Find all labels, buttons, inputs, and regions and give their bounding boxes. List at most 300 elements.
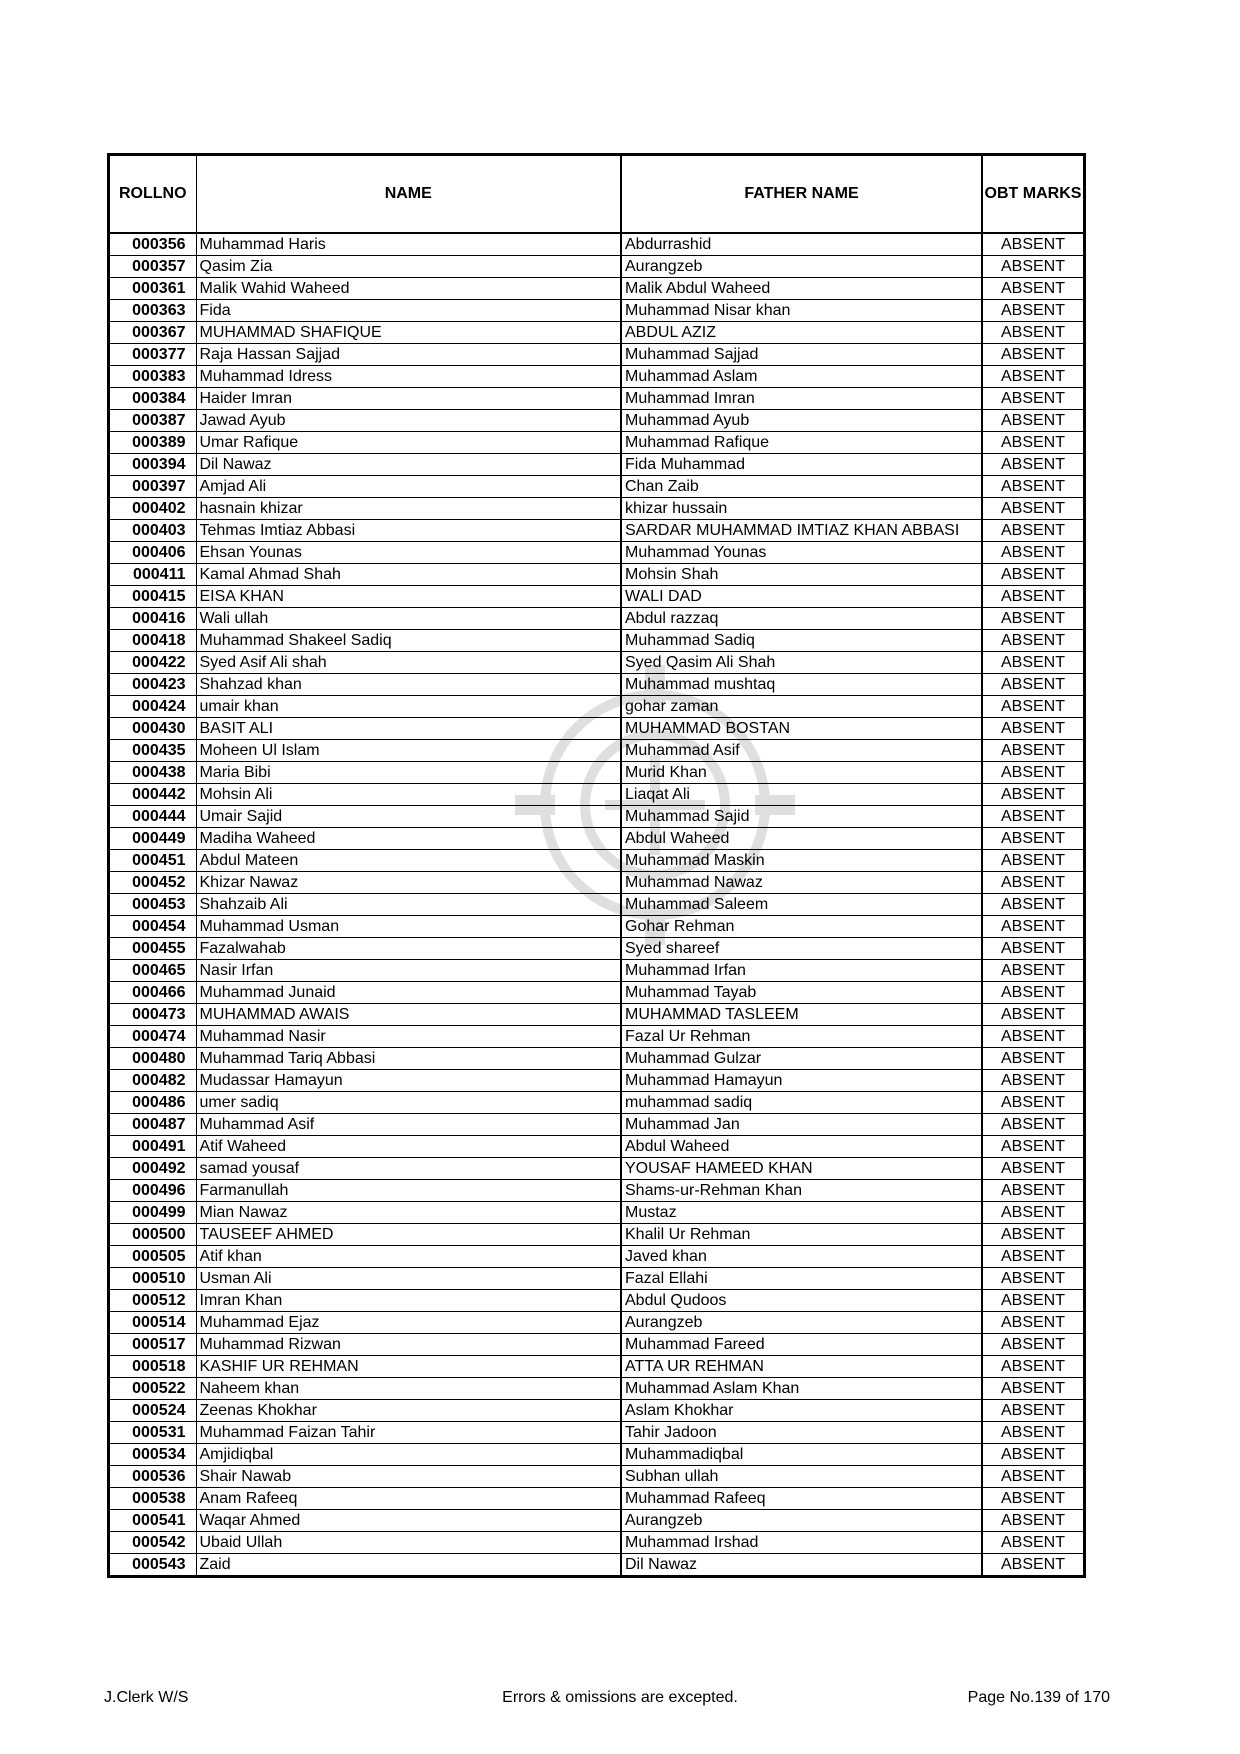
name-cell: Zeenas Khokhar — [196, 1400, 621, 1422]
father-name-cell: YOUSAF HAMEED KHAN — [621, 1158, 982, 1180]
father-name-cell: Muhammad Rafeeq — [621, 1488, 982, 1510]
obt-marks-cell: ABSENT — [982, 1400, 1083, 1422]
table-row — [110, 476, 1083, 498]
father-name-cell: gohar zaman — [621, 696, 982, 718]
obt-marks-cell: ABSENT — [982, 1488, 1083, 1510]
obt-marks-cell: ABSENT — [982, 1510, 1083, 1532]
table-row — [110, 1092, 1083, 1114]
rollno-cell: 000482 — [110, 1070, 196, 1092]
obt-marks-cell: ABSENT — [982, 322, 1083, 344]
name-cell: MUHAMMAD SHAFIQUE — [196, 322, 621, 344]
rollno-cell: 000367 — [110, 322, 196, 344]
father-name-cell: ABDUL AZIZ — [621, 322, 982, 344]
name-cell: umair khan — [196, 696, 621, 718]
obt-marks-cell: ABSENT — [982, 630, 1083, 652]
obt-marks-cell: ABSENT — [982, 1114, 1083, 1136]
table-row — [110, 1114, 1083, 1136]
father-name-cell: khizar hussain — [621, 498, 982, 520]
table-row — [110, 1422, 1083, 1444]
father-name-cell: Abdul Qudoos — [621, 1290, 982, 1312]
father-name-cell: Muhammad Fareed — [621, 1334, 982, 1356]
name-cell: Amjidiqbal — [196, 1444, 621, 1466]
father-name-cell: Syed Qasim Ali Shah — [621, 652, 982, 674]
father-name-cell: Javed khan — [621, 1246, 982, 1268]
name-cell: Atif Waheed — [196, 1136, 621, 1158]
father-name-cell: Muhammad Imran — [621, 388, 982, 410]
name-cell: Muhammad Ejaz — [196, 1312, 621, 1334]
obt-marks-cell: ABSENT — [982, 1048, 1083, 1070]
rollno-cell: 000389 — [110, 432, 196, 454]
rollno-cell: 000505 — [110, 1246, 196, 1268]
table-row — [110, 696, 1083, 718]
obt-marks-cell: ABSENT — [982, 564, 1083, 586]
table-row — [110, 938, 1083, 960]
rollno-cell: 000473 — [110, 1004, 196, 1026]
obt-marks-cell: ABSENT — [982, 894, 1083, 916]
rollno-cell: 000361 — [110, 278, 196, 300]
obt-marks-cell: ABSENT — [982, 1444, 1083, 1466]
father-name-cell: Abdul Waheed — [621, 828, 982, 850]
rollno-cell: 000510 — [110, 1268, 196, 1290]
father-name-cell: SARDAR MUHAMMAD IMTIAZ KHAN ABBASI — [621, 520, 982, 542]
father-name-cell: Muhammad Aslam — [621, 366, 982, 388]
table-row — [110, 1444, 1083, 1466]
table-row — [110, 828, 1083, 850]
rollno-cell: 000406 — [110, 542, 196, 564]
name-cell: Muhammad Nasir — [196, 1026, 621, 1048]
father-name-cell: MUHAMMAD BOSTAN — [621, 718, 982, 740]
table-row — [110, 652, 1083, 674]
rollno-cell: 000512 — [110, 1290, 196, 1312]
father-name-cell: Muhammad Sajjad — [621, 344, 982, 366]
obt-marks-cell: ABSENT — [982, 1136, 1083, 1158]
table-row — [110, 498, 1083, 520]
header-name: NAME — [196, 156, 621, 233]
obt-marks-cell: ABSENT — [982, 608, 1083, 630]
name-cell: TAUSEEF AHMED — [196, 1224, 621, 1246]
rollno-cell: 000377 — [110, 344, 196, 366]
father-name-cell: Muhammad Asif — [621, 740, 982, 762]
father-name-cell: Muhammad Hamayun — [621, 1070, 982, 1092]
footer-disclaimer: Errors & omissions are excepted. — [502, 1689, 738, 1706]
rollno-cell: 000538 — [110, 1488, 196, 1510]
table-row — [110, 762, 1083, 784]
obt-marks-cell: ABSENT — [982, 982, 1083, 1004]
name-cell: Abdul Mateen — [196, 850, 621, 872]
rollno-cell: 000534 — [110, 1444, 196, 1466]
table-row — [110, 344, 1083, 366]
obt-marks-cell: ABSENT — [982, 1180, 1083, 1202]
father-name-cell: Mohsin Shah — [621, 564, 982, 586]
rollno-cell: 000474 — [110, 1026, 196, 1048]
rollno-cell: 000455 — [110, 938, 196, 960]
name-cell: Imran Khan — [196, 1290, 621, 1312]
obt-marks-cell: ABSENT — [982, 762, 1083, 784]
rollno-cell: 000418 — [110, 630, 196, 652]
father-name-cell: Muhammad Maskin — [621, 850, 982, 872]
table-row — [110, 894, 1083, 916]
name-cell: Shair Nawab — [196, 1466, 621, 1488]
name-cell: Naheem khan — [196, 1378, 621, 1400]
rollno-cell: 000415 — [110, 586, 196, 608]
rollno-cell: 000491 — [110, 1136, 196, 1158]
obt-marks-cell: ABSENT — [982, 1158, 1083, 1180]
obt-marks-cell: ABSENT — [982, 300, 1083, 322]
obt-marks-cell: ABSENT — [982, 278, 1083, 300]
table-row — [110, 432, 1083, 454]
table-row — [110, 1246, 1083, 1268]
father-name-cell: muhammad sadiq — [621, 1092, 982, 1114]
name-cell: MUHAMMAD AWAIS — [196, 1004, 621, 1026]
table-row — [110, 674, 1083, 696]
rollno-cell: 000452 — [110, 872, 196, 894]
rollno-cell: 000383 — [110, 366, 196, 388]
obt-marks-cell: ABSENT — [982, 1026, 1083, 1048]
table-row — [110, 1070, 1083, 1092]
table-row — [110, 916, 1083, 938]
table-row — [110, 542, 1083, 564]
table-row — [110, 278, 1083, 300]
father-name-cell: Muhammad Ayub — [621, 410, 982, 432]
rollno-cell: 000422 — [110, 652, 196, 674]
obt-marks-cell: ABSENT — [982, 718, 1083, 740]
rollno-cell: 000444 — [110, 806, 196, 828]
name-cell: Muhammad Tariq Abbasi — [196, 1048, 621, 1070]
header-obt-marks: OBT MARKS — [982, 156, 1083, 233]
rollno-cell: 000542 — [110, 1532, 196, 1554]
obt-marks-cell: ABSENT — [982, 740, 1083, 762]
rollno-cell: 000356 — [110, 233, 196, 256]
table-row — [110, 586, 1083, 608]
name-cell: EISA KHAN — [196, 586, 621, 608]
obt-marks-cell: ABSENT — [982, 233, 1083, 256]
name-cell: Haider Imran — [196, 388, 621, 410]
name-cell: BASIT ALI — [196, 718, 621, 740]
obt-marks-cell: ABSENT — [982, 916, 1083, 938]
rollno-cell: 000486 — [110, 1092, 196, 1114]
table-row — [110, 1532, 1083, 1554]
father-name-cell: Muhammad Aslam Khan — [621, 1378, 982, 1400]
name-cell: Ubaid Ullah — [196, 1532, 621, 1554]
table-row — [110, 366, 1083, 388]
name-cell: Madiha Waheed — [196, 828, 621, 850]
name-cell: Farmanullah — [196, 1180, 621, 1202]
table-row — [110, 454, 1083, 476]
rollno-cell: 000430 — [110, 718, 196, 740]
obt-marks-cell: ABSENT — [982, 1224, 1083, 1246]
name-cell: Muhammad Junaid — [196, 982, 621, 1004]
name-cell: Zaid — [196, 1554, 621, 1576]
rollno-cell: 000394 — [110, 454, 196, 476]
obt-marks-cell: ABSENT — [982, 1554, 1083, 1576]
father-name-cell: Muhammad Rafique — [621, 432, 982, 454]
table-row — [110, 740, 1083, 762]
father-name-cell: Aurangzeb — [621, 1312, 982, 1334]
father-name-cell: Muhammad Irfan — [621, 960, 982, 982]
obt-marks-cell: ABSENT — [982, 542, 1083, 564]
rollno-cell: 000541 — [110, 1510, 196, 1532]
obt-marks-cell: ABSENT — [982, 1356, 1083, 1378]
obt-marks-cell: ABSENT — [982, 498, 1083, 520]
name-cell: Tehmas Imtiaz Abbasi — [196, 520, 621, 542]
rollno-cell: 000492 — [110, 1158, 196, 1180]
table-row — [110, 1334, 1083, 1356]
father-name-cell: Muhammad Nawaz — [621, 872, 982, 894]
table-row — [110, 1378, 1083, 1400]
table-row — [110, 982, 1083, 1004]
rollno-cell: 000536 — [110, 1466, 196, 1488]
obt-marks-cell: ABSENT — [982, 872, 1083, 894]
table-row — [110, 1554, 1083, 1576]
obt-marks-cell: ABSENT — [982, 520, 1083, 542]
obt-marks-cell: ABSENT — [982, 256, 1083, 278]
name-cell: Shahzad khan — [196, 674, 621, 696]
name-cell: samad yousaf — [196, 1158, 621, 1180]
rollno-cell: 000411 — [110, 564, 196, 586]
name-cell: Raja Hassan Sajjad — [196, 344, 621, 366]
father-name-cell: Muhammad Nisar khan — [621, 300, 982, 322]
father-name-cell: WALI DAD — [621, 586, 982, 608]
father-name-cell: Liaqat Ali — [621, 784, 982, 806]
table-row — [110, 1488, 1083, 1510]
name-cell: Mian Nawaz — [196, 1202, 621, 1224]
name-cell: hasnain khizar — [196, 498, 621, 520]
father-name-cell: Abdul razzaq — [621, 608, 982, 630]
name-cell: KASHIF UR REHMAN — [196, 1356, 621, 1378]
name-cell: Muhammad Rizwan — [196, 1334, 621, 1356]
table-row — [110, 1048, 1083, 1070]
obt-marks-cell: ABSENT — [982, 476, 1083, 498]
table-row — [110, 608, 1083, 630]
name-cell: Muhammad Faizan Tahir — [196, 1422, 621, 1444]
table-row — [110, 1180, 1083, 1202]
name-cell: Khizar Nawaz — [196, 872, 621, 894]
rollno-cell: 000416 — [110, 608, 196, 630]
father-name-cell: Fazal Ur Rehman — [621, 1026, 982, 1048]
table-row — [110, 1356, 1083, 1378]
father-name-cell: Murid Khan — [621, 762, 982, 784]
table-row — [110, 1004, 1083, 1026]
name-cell: Dil Nawaz — [196, 454, 621, 476]
name-cell: Muhammad Usman — [196, 916, 621, 938]
name-cell: Moheen Ul Islam — [196, 740, 621, 762]
rollno-cell: 000403 — [110, 520, 196, 542]
name-cell: Amjad Ali — [196, 476, 621, 498]
rollno-cell: 000517 — [110, 1334, 196, 1356]
rollno-cell: 000397 — [110, 476, 196, 498]
obt-marks-cell: ABSENT — [982, 1334, 1083, 1356]
name-cell: Fazalwahab — [196, 938, 621, 960]
obt-marks-cell: ABSENT — [982, 674, 1083, 696]
father-name-cell: Aurangzeb — [621, 1510, 982, 1532]
rollno-cell: 000524 — [110, 1400, 196, 1422]
obt-marks-cell: ABSENT — [982, 1246, 1083, 1268]
rollno-cell: 000423 — [110, 674, 196, 696]
rollno-cell: 000438 — [110, 762, 196, 784]
father-name-cell: Fazal Ellahi — [621, 1268, 982, 1290]
rollno-cell: 000387 — [110, 410, 196, 432]
name-cell: Waqar Ahmed — [196, 1510, 621, 1532]
obt-marks-cell: ABSENT — [982, 1004, 1083, 1026]
name-cell: Kamal Ahmad Shah — [196, 564, 621, 586]
rollno-cell: 000531 — [110, 1422, 196, 1444]
name-cell: Umar Rafique — [196, 432, 621, 454]
father-name-cell: Mustaz — [621, 1202, 982, 1224]
obt-marks-cell: ABSENT — [982, 806, 1083, 828]
rollno-cell: 000442 — [110, 784, 196, 806]
footer-clerk: J.Clerk W/S — [104, 1689, 189, 1706]
obt-marks-cell: ABSENT — [982, 1532, 1083, 1554]
name-cell: Shahzaib Ali — [196, 894, 621, 916]
rollno-cell: 000454 — [110, 916, 196, 938]
father-name-cell: Muhammadiqbal — [621, 1444, 982, 1466]
table-row — [110, 1158, 1083, 1180]
father-name-cell: Tahir Jadoon — [621, 1422, 982, 1444]
name-cell: Wali ullah — [196, 608, 621, 630]
name-cell: Anam Rafeeq — [196, 1488, 621, 1510]
name-cell: Syed Asif Ali shah — [196, 652, 621, 674]
table-row — [110, 564, 1083, 586]
header-father-name: FATHER NAME — [621, 156, 982, 233]
table-row — [110, 1290, 1083, 1312]
table-row — [110, 410, 1083, 432]
table-row — [110, 1268, 1083, 1290]
rollno-cell: 000402 — [110, 498, 196, 520]
rollno-cell: 000435 — [110, 740, 196, 762]
name-cell: Muhammad Haris — [196, 233, 621, 256]
table-row — [110, 1026, 1083, 1048]
father-name-cell: Abdul Waheed — [621, 1136, 982, 1158]
table-row — [110, 1224, 1083, 1246]
name-cell: umer sadiq — [196, 1092, 621, 1114]
obt-marks-cell: ABSENT — [982, 432, 1083, 454]
obt-marks-cell: ABSENT — [982, 586, 1083, 608]
name-cell: Muhammad Idress — [196, 366, 621, 388]
rollno-cell: 000424 — [110, 696, 196, 718]
obt-marks-cell: ABSENT — [982, 410, 1083, 432]
name-cell: Qasim Zia — [196, 256, 621, 278]
table-row — [110, 960, 1083, 982]
father-name-cell: Fida Muhammad — [621, 454, 982, 476]
table-row — [110, 388, 1083, 410]
table-row — [110, 718, 1083, 740]
father-name-cell: Dil Nawaz — [621, 1554, 982, 1576]
table-row — [110, 1466, 1083, 1488]
father-name-cell: Muhammad Irshad — [621, 1532, 982, 1554]
table-row — [110, 1202, 1083, 1224]
father-name-cell: Gohar Rehman — [621, 916, 982, 938]
obt-marks-cell: ABSENT — [982, 454, 1083, 476]
name-cell: Atif khan — [196, 1246, 621, 1268]
obt-marks-cell: ABSENT — [982, 388, 1083, 410]
father-name-cell: Muhammad Younas — [621, 542, 982, 564]
rollno-cell: 000451 — [110, 850, 196, 872]
name-cell: Maria Bibi — [196, 762, 621, 784]
table-row — [110, 1312, 1083, 1334]
name-cell: Muhammad Asif — [196, 1114, 621, 1136]
table-row — [110, 850, 1083, 872]
table-row — [110, 322, 1083, 344]
father-name-cell: Muhammad Gulzar — [621, 1048, 982, 1070]
father-name-cell: Muhammad mushtaq — [621, 674, 982, 696]
rollno-cell: 000543 — [110, 1554, 196, 1576]
father-name-cell: Malik Abdul Waheed — [621, 278, 982, 300]
rollno-cell: 000465 — [110, 960, 196, 982]
father-name-cell: ATTA UR REHMAN — [621, 1356, 982, 1378]
obt-marks-cell: ABSENT — [982, 784, 1083, 806]
obt-marks-cell: ABSENT — [982, 696, 1083, 718]
obt-marks-cell: ABSENT — [982, 1466, 1083, 1488]
obt-marks-cell: ABSENT — [982, 828, 1083, 850]
rollno-cell: 000449 — [110, 828, 196, 850]
header-rollno: ROLLNO — [110, 156, 196, 233]
name-cell: Ehsan Younas — [196, 542, 621, 564]
obt-marks-cell: ABSENT — [982, 652, 1083, 674]
obt-marks-cell: ABSENT — [982, 1070, 1083, 1092]
obt-marks-cell: ABSENT — [982, 1378, 1083, 1400]
table-row — [110, 300, 1083, 322]
rollno-cell: 000480 — [110, 1048, 196, 1070]
rollno-cell: 000453 — [110, 894, 196, 916]
name-cell: Muhammad Shakeel Sadiq — [196, 630, 621, 652]
father-name-cell: Aurangzeb — [621, 256, 982, 278]
obt-marks-cell: ABSENT — [982, 1092, 1083, 1114]
obt-marks-cell: ABSENT — [982, 1312, 1083, 1334]
table-row — [110, 1400, 1083, 1422]
table-row — [110, 784, 1083, 806]
father-name-cell: Muhammad Sajid — [621, 806, 982, 828]
table-row — [110, 806, 1083, 828]
results-table — [107, 153, 1086, 1578]
father-name-cell: Khalil Ur Rehman — [621, 1224, 982, 1246]
rollno-cell: 000496 — [110, 1180, 196, 1202]
name-cell: Malik Wahid Waheed — [196, 278, 621, 300]
father-name-cell: Chan Zaib — [621, 476, 982, 498]
name-cell: Nasir Irfan — [196, 960, 621, 982]
table-row — [110, 1136, 1083, 1158]
table-row — [110, 630, 1083, 652]
name-cell: Jawad Ayub — [196, 410, 621, 432]
father-name-cell: Subhan ullah — [621, 1466, 982, 1488]
rollno-cell: 000487 — [110, 1114, 196, 1136]
obt-marks-cell: ABSENT — [982, 366, 1083, 388]
rollno-cell: 000499 — [110, 1202, 196, 1224]
father-name-cell: Shams-ur-Rehman Khan — [621, 1180, 982, 1202]
father-name-cell: Muhammad Jan — [621, 1114, 982, 1136]
name-cell: Umair Sajid — [196, 806, 621, 828]
rollno-cell: 000500 — [110, 1224, 196, 1246]
father-name-cell: Muhammad Tayab — [621, 982, 982, 1004]
rollno-cell: 000514 — [110, 1312, 196, 1334]
table-row — [110, 256, 1083, 278]
obt-marks-cell: ABSENT — [982, 1202, 1083, 1224]
obt-marks-cell: ABSENT — [982, 850, 1083, 872]
rollno-cell: 000363 — [110, 300, 196, 322]
father-name-cell: Syed shareef — [621, 938, 982, 960]
obt-marks-cell: ABSENT — [982, 1290, 1083, 1312]
obt-marks-cell: ABSENT — [982, 344, 1083, 366]
father-name-cell: Muhammad Saleem — [621, 894, 982, 916]
name-cell: Mohsin Ali — [196, 784, 621, 806]
father-name-cell: Abdurrashid — [621, 233, 982, 256]
rollno-cell: 000522 — [110, 1378, 196, 1400]
obt-marks-cell: ABSENT — [982, 960, 1083, 982]
rollno-cell: 000384 — [110, 388, 196, 410]
rollno-cell: 000518 — [110, 1356, 196, 1378]
table-row — [110, 872, 1083, 894]
obt-marks-cell: ABSENT — [982, 1268, 1083, 1290]
name-cell: Mudassar Hamayun — [196, 1070, 621, 1092]
